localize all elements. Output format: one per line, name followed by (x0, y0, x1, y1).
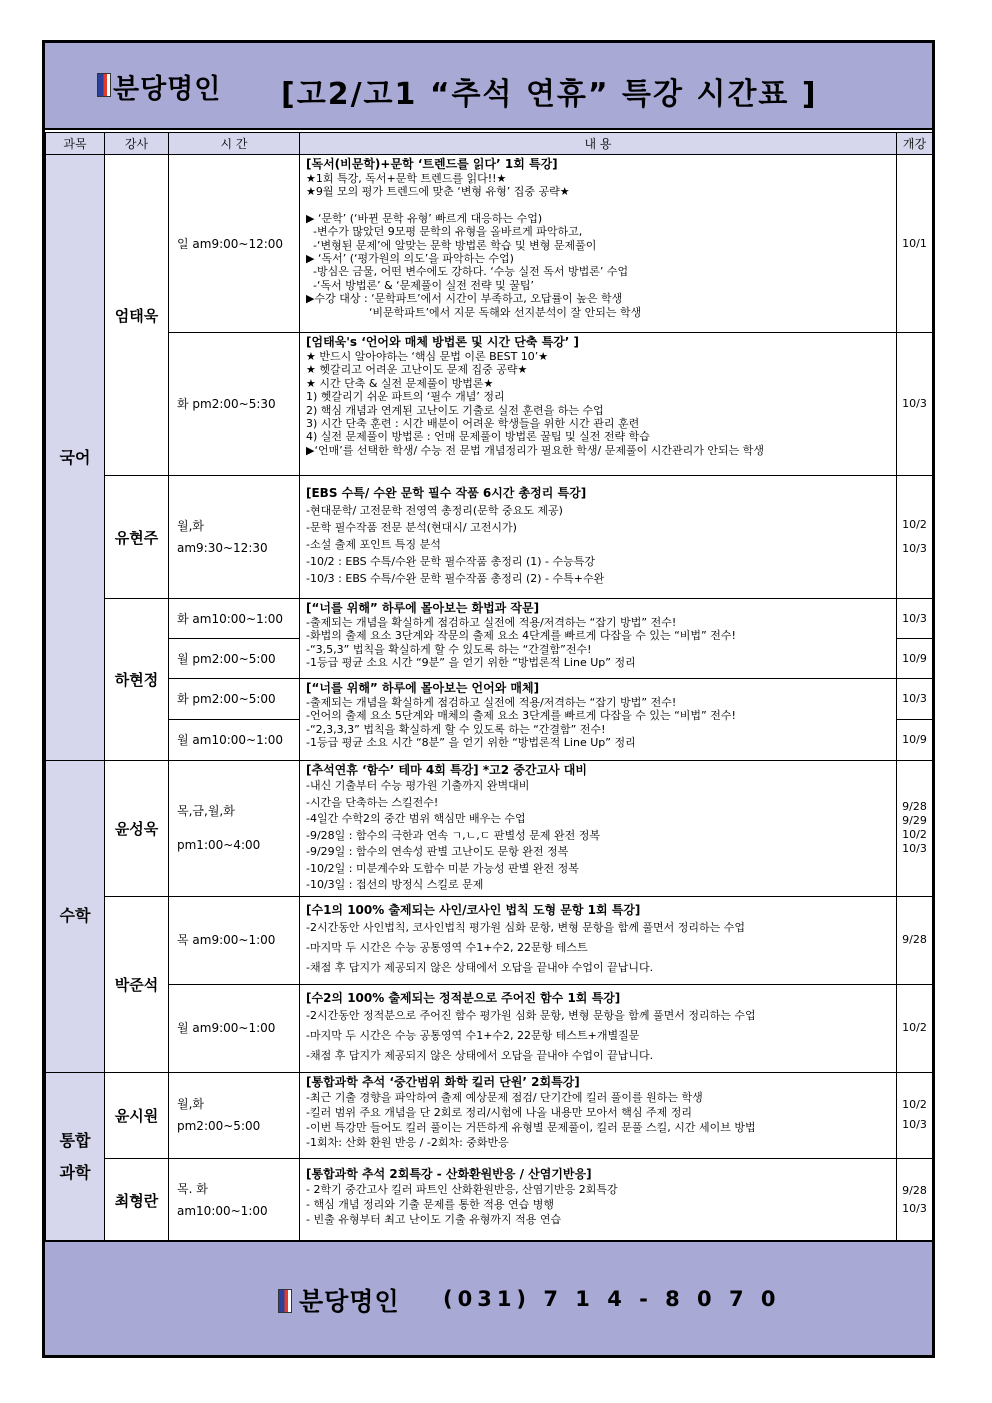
session-time: 화 am10:00~1:00 (169, 599, 300, 639)
session-time (169, 476, 300, 599)
table-header-row (46, 133, 933, 155)
session-content (300, 333, 897, 476)
content-line: ★ 헷갈리고 어려운 고난이도 문제 집중 공략★ (306, 363, 528, 377)
content-line: -2시간동안 정적분으로 주어진 함수 평가원 심화 문항, 변형 문항을 함께 풀면서 정리하는 수업 (306, 1008, 756, 1022)
open-date (897, 761, 933, 897)
content-line: -출제되는 개념을 확실하게 점검하고 실전에 적용/저격하는 “잡기 방법” 전수! (306, 616, 677, 629)
content-line: -마지막 두 시간은 수능 공통영역 수1+수2, 22문항 테스트 (306, 940, 588, 954)
col-teacher: 강사 (105, 133, 169, 155)
content-line: -1회차: 산화 환원 반응 / -2회차: 중화반응 (306, 1135, 509, 1149)
table-row (46, 1072, 933, 1158)
content-line: ★ 반드시 알아야하는 ‘핵심 문법 이론 BEST 10’★ (306, 350, 549, 363)
session-hours: am9:30~12:30 (177, 541, 268, 555)
open-date: 9/28 (897, 896, 933, 984)
session-hours: am10:00~1:00 (177, 1204, 268, 1218)
content-line: -10/2 : EBS 수특/수완 문학 필수작품 총정리 (1) - 수능특강 (306, 555, 596, 568)
session-hours: pm2:00~5:00 (177, 1119, 261, 1133)
col-time: 시 간 (169, 133, 300, 155)
teacher-yoo: 유현주 (105, 476, 169, 599)
open-date-2: 9/29 (902, 814, 927, 828)
session-content (300, 599, 897, 679)
open-date-1: 9/28 (902, 800, 927, 814)
subject-line-1: 통합 (59, 1131, 91, 1150)
session-title: [통합과학 추석 2회특강 - 산화환원반응 / 산염기반응] (306, 1166, 592, 1181)
session-title: [통합과학 추석 ‘중간범위 화학 킬러 단원’ 2회특강] (306, 1074, 580, 1089)
session-content (300, 476, 897, 599)
content-line: -방심은 금물, 어떤 변수에도 강하다. ‘수능 실전 독서 방법론’ 수업 (306, 265, 629, 279)
footer-phone: (031) 7 1 4 - 8 0 7 0 (443, 1287, 781, 1311)
content-line: ▶‘언매’를 선택한 학생/ 수능 전 문법 개념정리가 필요한 학생/ 문제풀이 시간관리가 안되는 학생 (306, 443, 764, 457)
content-line: -2시간동안 사인법칙, 코사인법칙 평가원 심화 문항, 변형 문항을 함께 풀면서 정리하는 수업 (306, 920, 745, 934)
session-title: [“너를 위해” 하루에 몰아보는 언어와 매체] (306, 681, 540, 695)
col-open: 개강 (897, 133, 933, 155)
content-line: ▶ ‘독서’ (‘평가원의 의도’을 파악하는 수업) (306, 252, 514, 266)
content-line: - 빈출 유형부터 최고 난이도 기출 유형까지 적용 연습 (306, 1212, 562, 1226)
open-date-4: 10/3 (902, 842, 927, 856)
content-line: -현대문학/ 고전문학 전영역 총정리(문학 중요도 제공) (306, 504, 563, 517)
content-line: 2) 핵심 개념과 연계된 고난이도 기출로 실전 훈련을 하는 수업 (306, 403, 604, 417)
content-line: -채점 후 답지가 제공되지 않은 상태에서 오답을 끝내야 수업이 끝납니다. (306, 1048, 654, 1062)
content-line: 1) 헷갈리기 쉬운 파트의 ‘필수 개념’ 정리 (306, 390, 505, 404)
session-days: 목,금,월,화 (177, 804, 235, 819)
content-line: ★9월 모의 평가 트렌드에 맞춘 ‘변형 유형’ 집중 공략★ (306, 185, 570, 199)
session-time: 화 pm2:00~5:00 (169, 679, 300, 720)
session-days: 월,화 (177, 519, 204, 533)
session-content (300, 984, 897, 1072)
table-row (46, 1158, 933, 1242)
session-time: 월 pm2:00~5:00 (169, 639, 300, 679)
session-time (169, 1072, 300, 1158)
session-time: 목 am9:00~1:00 (169, 896, 300, 984)
session-days: 목. 화 (177, 1182, 208, 1196)
header-brand: 분당명인 (113, 74, 222, 105)
content-line: -언어의 출제 요소 5단계와 매체의 출제 요소 3단계를 빠르게 다잡을 수 있는 “비법” 전수! (306, 709, 736, 723)
session-time: 월 am10:00~1:00 (169, 720, 300, 761)
table-row (46, 679, 933, 720)
table-row (46, 155, 933, 333)
table-row (46, 896, 933, 984)
teacher-yoon-sw: 윤성욱 (105, 761, 169, 897)
session-days: 월,화 (177, 1097, 204, 1111)
subject-line-2: 과학 (59, 1163, 91, 1182)
footer-logo-icon (278, 1289, 292, 1313)
table-row (46, 761, 933, 897)
session-content (300, 1158, 897, 1242)
content-line: -시간을 단축하는 스킬전수! (306, 795, 439, 809)
content-line: 3) 시간 단축 훈련 : 시간 배분이 어려운 학생들을 위한 시간 관리 훈련 (306, 417, 640, 431)
content-line: -문학 필수작품 전문 분석(현대시/ 고전시가) (306, 521, 517, 534)
content-line: -10/3일 : 접선의 방정식 스킬로 문제 (306, 878, 484, 891)
logo-icon (97, 73, 111, 97)
open-date-1: 10/2 (902, 518, 927, 531)
open-date: 10/3 (897, 333, 933, 476)
content-line: -1등급 평균 소요 시간 “9분” 을 얻기 위한 “방법론적 Line Up” 정리 (306, 656, 636, 670)
session-hours: pm1:00~4:00 (177, 838, 261, 853)
table-row (46, 333, 933, 476)
session-time: 화 pm2:00~5:30 (169, 333, 300, 476)
teacher-ha: 하현정 (105, 599, 169, 761)
session-title: [수1의 100% 출제되는 사인/코사인 법칙 도형 문항 1회 특강] (306, 902, 641, 917)
open-date (897, 476, 933, 599)
content-line: ★ 시간 단축 & 실전 문제풀이 방법론★ (306, 376, 494, 390)
open-date-2: 10/3 (902, 1202, 927, 1215)
open-date-2: 10/3 (902, 1118, 927, 1131)
teacher-yoon-sw2: 윤시원 (105, 1072, 169, 1158)
session-content (300, 1072, 897, 1158)
session-time (169, 761, 300, 897)
open-date: 10/9 (897, 639, 933, 679)
header-banner (45, 43, 932, 130)
content-line: -‘독서 방법론’ & ‘문제풀이 실전 전략 및 꿀팁’ (306, 278, 535, 292)
open-date: 10/3 (897, 599, 933, 639)
content-line: -킬러 범위 주요 개념을 단 2회로 정리/시험에 나올 내용만 모아서 핵심 주제 정리 (306, 1105, 693, 1119)
content-line: -변수가 많았던 9모평 문학의 유형을 올바르게 파악하고, (306, 225, 583, 239)
content-line: -출제되는 개념을 확실하게 점검하고 실전에 적용/저격하는 “잡기 방법” 전수! (306, 696, 677, 709)
content-line: ‘비문학파트’에서 지문 독해와 선지분석이 잘 안되는 학생 (306, 305, 642, 319)
session-time: 월 am9:00~1:00 (169, 984, 300, 1072)
content-line: -‘변형된 문제’에 알맞는 문학 방법론 학습 및 변형 문제풀이 (306, 238, 597, 252)
subject-math: 수학 (46, 761, 105, 1073)
table-row (46, 476, 933, 599)
session-title: [엄태욱's ‘언어와 매체 방법론 및 시간 단축 특강’ ] (306, 335, 579, 349)
footer-banner (45, 1240, 932, 1355)
col-content: 내 용 (300, 133, 897, 155)
session-content (300, 761, 897, 897)
open-date: 10/3 (897, 679, 933, 720)
session-content (300, 679, 897, 761)
subject-korean: 국어 (46, 155, 105, 761)
content-line: -9/29일 : 함수의 연속성 판별 고난이도 문항 완전 정복 (306, 845, 569, 858)
session-content (300, 155, 897, 333)
content-line: -내신 기출부터 수능 평가원 기출까지 완벽대비 (306, 779, 530, 792)
content-line: -채점 후 답지가 제공되지 않은 상태에서 오답을 끝내야 수업이 끝납니다. (306, 960, 654, 974)
content-line: ▶ ‘문학’ (‘바뀐 문학 유형’ 빠르게 대응하는 수업) (306, 211, 543, 225)
content-line: ▶수강 대상 : ‘문학파트’에서 시간이 부족하고, 오답률이 높은 학생 (306, 292, 623, 306)
session-content (300, 896, 897, 984)
content-line: -10/2일 : 미분계수와 도함수 미분 가능성 판별 완전 정복 (306, 861, 579, 875)
open-date (897, 1072, 933, 1158)
open-date: 10/1 (897, 155, 933, 333)
session-title: [수2의 100% 출제되는 정적분으로 주어진 함수 1회 특강] (306, 990, 621, 1005)
teacher-park: 박준석 (105, 896, 169, 1072)
open-date-1: 10/2 (902, 1098, 927, 1111)
content-line: -1등급 평균 소요 시간 “8분” 을 얻기 위한 “방법론적 Line Up” 정리 (306, 736, 636, 750)
session-title: [“너를 위해” 하루에 몰아보는 화법과 작문] (306, 601, 540, 615)
open-date-2: 10/3 (902, 542, 927, 555)
teacher-choi: 최형란 (105, 1158, 169, 1242)
session-time: 일 am9:00~12:00 (169, 155, 300, 333)
content-line (306, 199, 890, 212)
content-line: -화법의 출제 요소 3단계와 작문의 출제 요소 4단계를 빠르게 다잡을 수 있는 “비법” 전수! (306, 629, 736, 643)
content-line: -9/28일 : 함수의 극한과 연속 ㄱ,ㄴ,ㄷ 판별성 문제 완전 정복 (306, 828, 600, 842)
subject-science (46, 1072, 105, 1242)
table-row (46, 599, 933, 639)
content-line: - 핵심 개념 정리와 기출 문제를 통한 적용 연습 병행 (306, 1197, 554, 1211)
open-date-1: 9/28 (902, 1184, 927, 1197)
content-line: -소설 출제 포인트 특징 분석 (306, 538, 441, 551)
session-title: [추석연휴 ‘함수’ 테마 4회 특강] *고2 중간고사 대비 (306, 763, 587, 777)
col-subject: 과목 (46, 133, 105, 155)
teacher-eom: 엄태욱 (105, 155, 169, 476)
footer-brand: 분당명인 (299, 1287, 400, 1316)
table-row (46, 984, 933, 1072)
open-date-3: 10/2 (902, 828, 927, 842)
content-line: -최근 기출 경향을 파악하여 출제 예상문제 점검/ 단기간에 킬러 풀이를 원하는 학생 (306, 1090, 703, 1104)
content-line: -마지막 두 시간은 수능 공통영역 수1+수2, 22문항 테스트+개별질문 (306, 1028, 640, 1042)
content-line: - 2학기 중간고사 킬러 파트인 산화환원반응, 산염기반응 2회특강 (306, 1182, 618, 1196)
content-line: -“3,5,3” 법칙을 확실하게 할 수 있도록 하는 “간결함”전수! (306, 642, 592, 656)
content-line: -4일간 수학2의 중간 범위 핵심만 배우는 수업 (306, 812, 526, 825)
page-title: [고2/고1 “추석 연휴” 특강 시간표 ] (281, 77, 818, 112)
schedule-table (45, 132, 933, 1243)
timetable-frame (42, 40, 935, 1358)
session-title: [독서(비문학)+문학 ‘트렌드를 읽다’ 1회 특강] (306, 157, 558, 171)
content-line: -10/3 : EBS 수특/수완 문학 필수작품 총정리 (2) - 수특+수완 (306, 572, 605, 585)
session-time (169, 1158, 300, 1242)
session-title: [EBS 수특/ 수완 문학 필수 작품 6시간 총정리 특강] (306, 486, 587, 500)
open-date (897, 1158, 933, 1242)
content-line: -“2,3,3,3” 법칙을 확실하게 할 수 있도록 하는 “간결함” 전수! (306, 722, 606, 736)
content-line: 4) 실전 문제풀이 방법론 : 언매 문제풀이 방법론 꿀팁 및 실전 전략 학습 (306, 430, 650, 444)
open-date: 10/2 (897, 984, 933, 1072)
content-line: ★1회 특강, 독서+문학 트렌드를 읽다!!★ (306, 172, 507, 185)
content-line: -이번 특강만 들어도 킬러 풀이는 거뜬하게 유형별 문제풀이, 킬러 문풀 스킬, 시간 세이브 방법 (306, 1120, 756, 1134)
open-date: 10/9 (897, 720, 933, 761)
